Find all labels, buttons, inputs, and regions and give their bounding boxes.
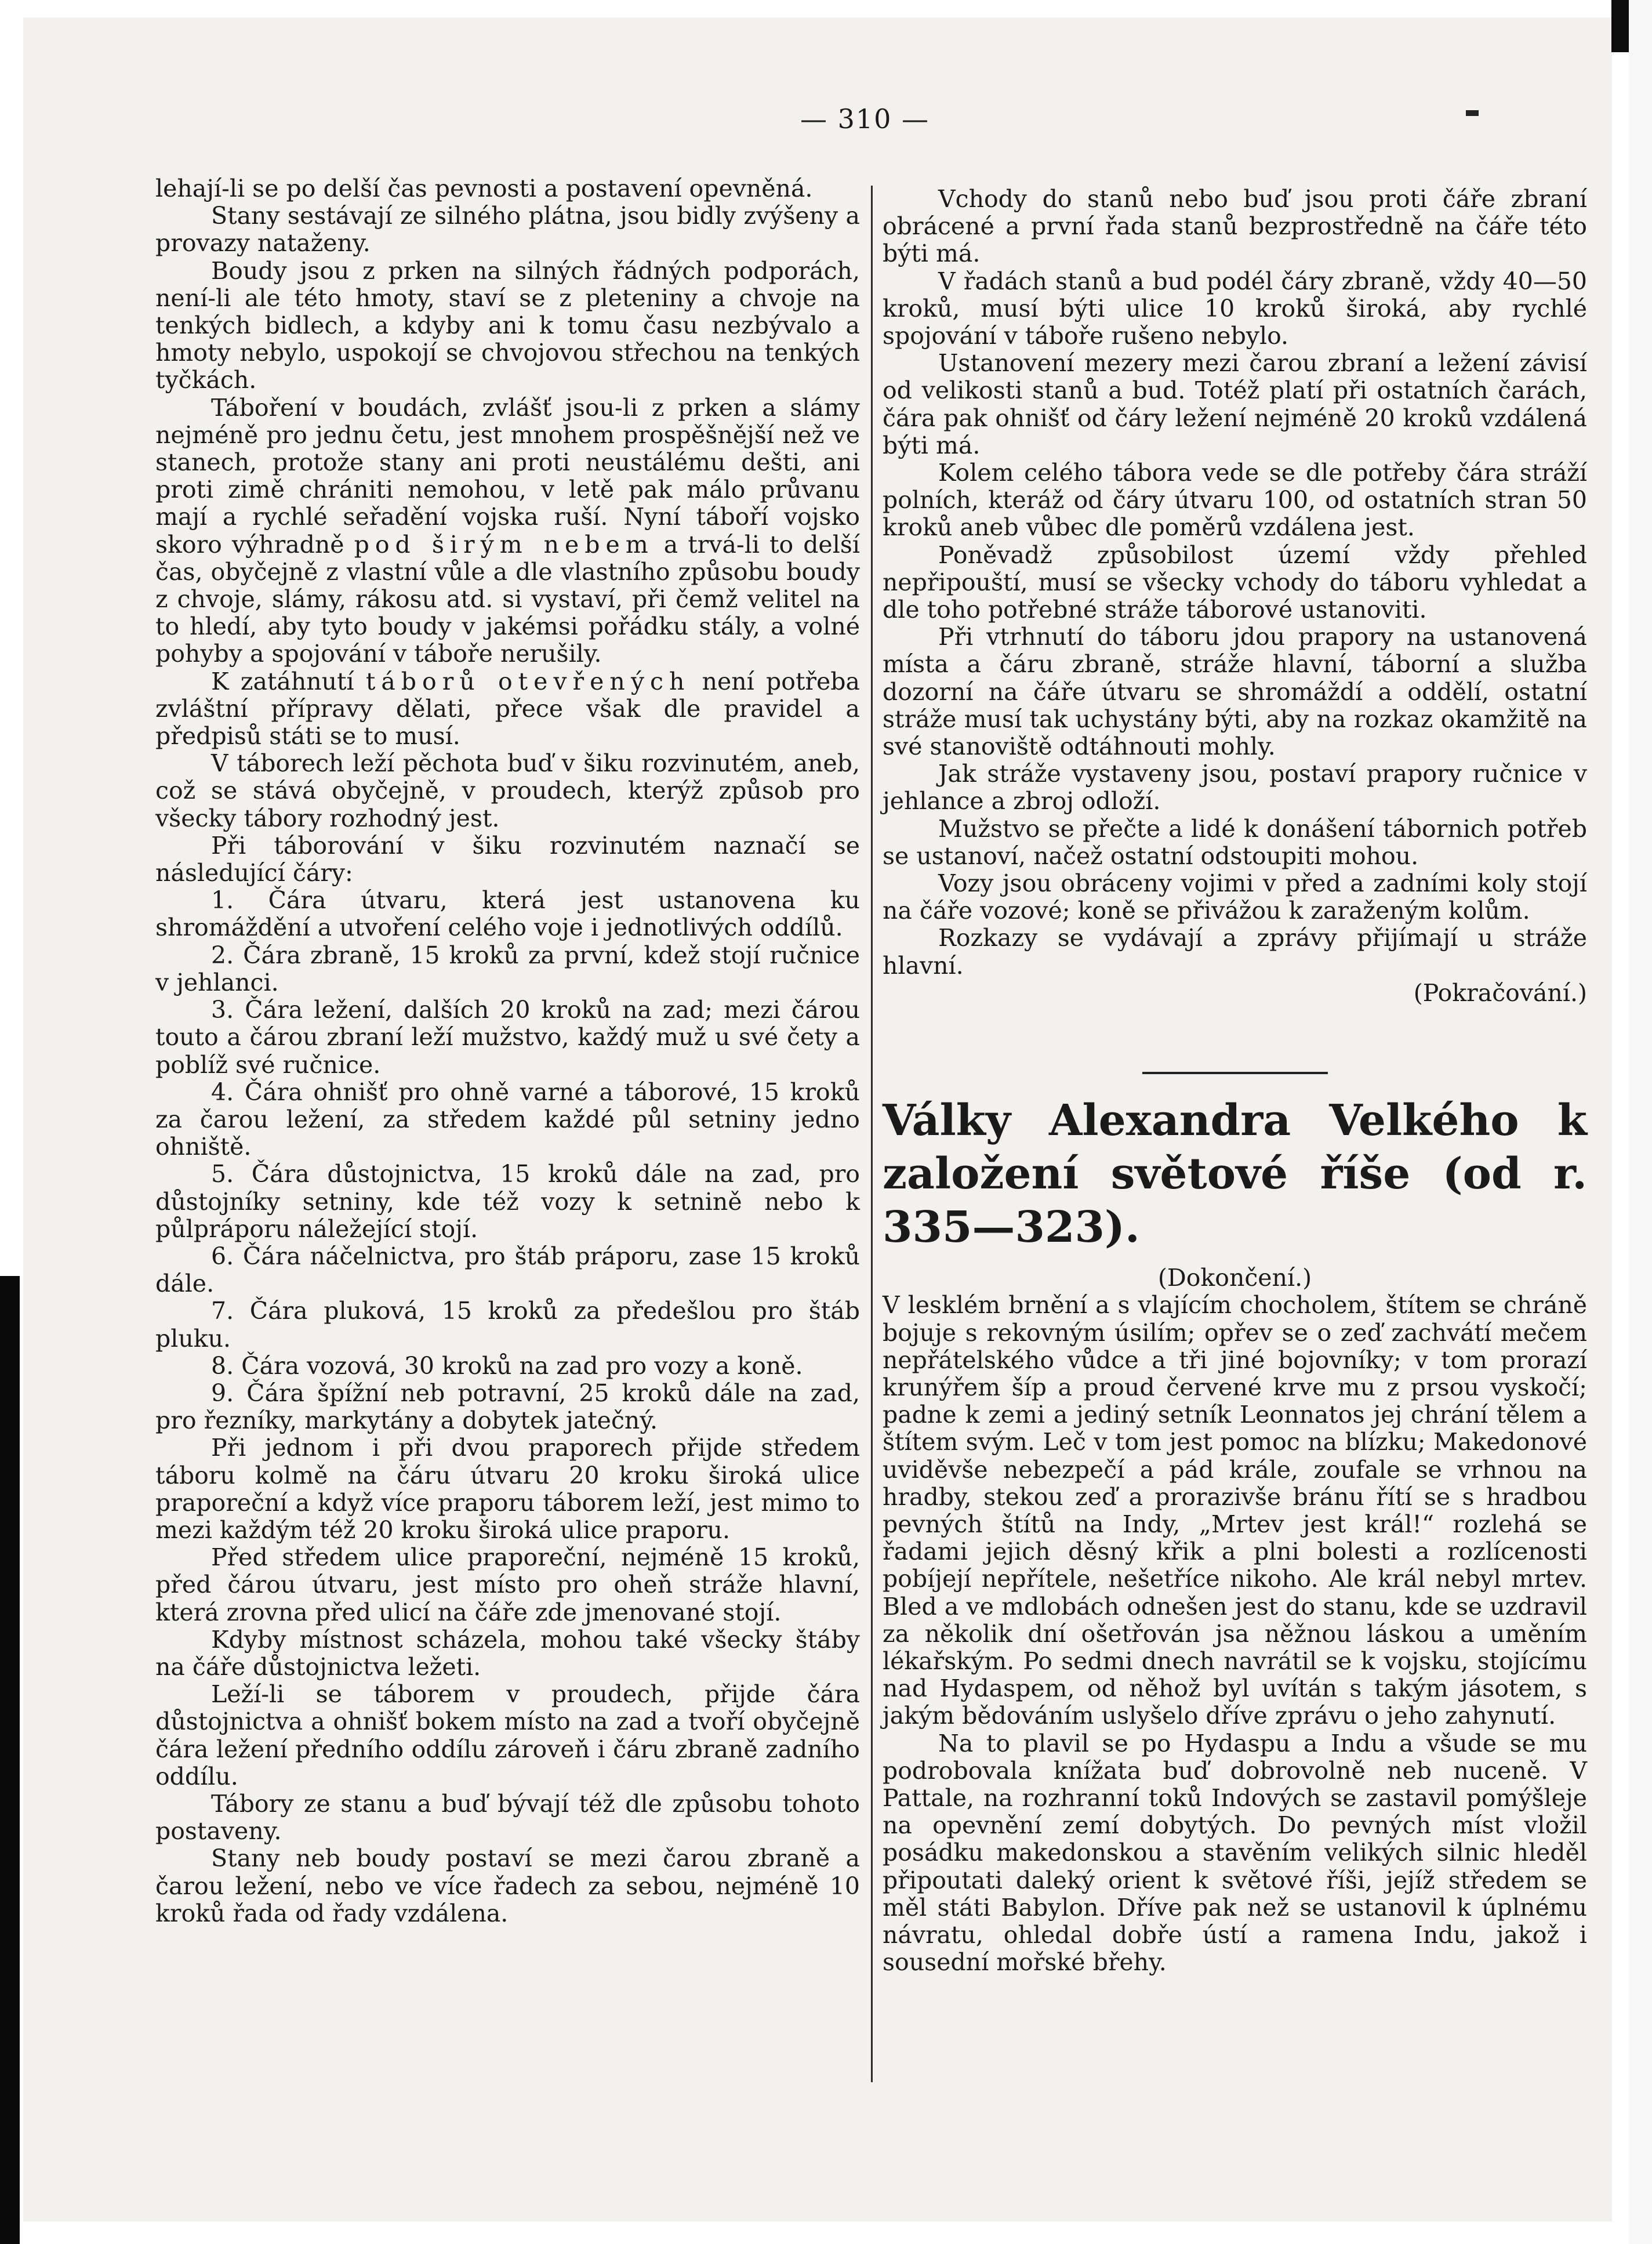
article-subtitle: (Dokončení.) [1157,1264,1312,1292]
paragraph: Při jednom i při dvou praporech přijde středem táboru kolmě na čáru útvaru 20 kroku široká ulice praporeční a když více praporu táborem leží, jest mimo to mezi každým též 20 kroku široká ulice praporu. [155,1434,860,1544]
paragraph: V řadách stanů a bud podél čáry zbraně, vždy 40—50 kroků, musí býti ulice 10 kroků široká, aby rychlé spojování v táboře rušeno nebylo. [883,267,1587,350]
paragraph: Vchody do stanů nebo buď jsou proti čáře zbraní obrácené a první řada stanů bezprostředně na čáře této býti má. [883,185,1587,268]
line-list [155,887,860,1434]
scan-edge-right [1629,0,1652,2244]
list-item: 4. Čára ohnišť pro ohně varné a táborové, 15 kroků za čarou ležení, za středem každé půl setniny jedno ohniště. [155,1078,860,1161]
page-number: — 310 — [800,103,930,135]
paragraph: Stany neb boudy postaví se mezi čarou zbraně a čarou ležení, nebo ve více řadech za sebou, nejméně 10 kroků řada od řady vzdálena. [155,1844,860,1927]
paragraph: Stany sestávají ze silného plátna, jsou bidly zvýšeny a provazy nataženy. [155,202,860,258]
paragraph: Vozy jsou obráceny vojimi v před a zadními koly stojí na čáře vozové; koně se přivážou k zaraženým kolům. [883,869,1587,925]
paragraph: Mužstvo se přečte a lidé k donášení tábornich potřeb se ustanoví, načež ostatní odstoupiti mohou. [883,814,1587,870]
paragraph-text: není potřeba zvláštní přípravy dělati, přece však dle pravidel a předpisů státi se to musí. [155,667,860,751]
paragraph [155,668,860,751]
paragraph: Na to plavil se po Hydaspu a Indu a všude se mu podrobovala knížata buď dobrovolně neb nuceně. V Pattale, na rozhranní toků Indových se zastavil pomýšleje na opevnění zemí dobytých. Do pevných míst vložil posádku makedonskou a stavěním velikých silnic hleděl připoutati daleký orient k světové říši, jejíž středem se měl státi Babylon. Dříve pak než se ustanovil k úplnému návratu, ohledal dobře ústí a ramena Indu, jakož i sousední mořské břehy. [883,1729,1587,1977]
paragraph [155,394,860,668]
list-item: 9. Čára špížní neb potravní, 25 kroků dále na zad, pro řezníky, markytány a dobytek jatečný. [155,1379,860,1435]
emphasis-text: táborů otevřených [365,667,691,695]
paragraph: V lesklém brnění a s vlajícím chocholem, štítem se chráně bojuje s rekovným úsilím; opřev se o zeď zachvátí mečem nepřátelského vůdce a tři jiné bojovníky; v tom prorazí krunýřem šíp a proud červené krve mu z prsou vyskočí; padne k zemi a jediný setník Leonnatos jej chrání tělem a štítem svým. Leč v tom jest pomoc na blízku; Makedonové uviděvše nebezpečí a pád krále, zoufale se vrhnou na hradby, stekou zeď a prorazivše bránu řítí se s hradbou pevných štítů na Indy, „Mrtev jest král!“ rozlehá se řadami jejich děsný křik a plni bolesti a rozlícenosti pobíjejí nepřítele, nešetříce nikoho. Ale král nebyl mrtev. Bled a ve mdlobách odnešen jest do stanu, kde se uzdravil za několik dní ošetřován jsa něžnou láskou a uměním lékařským. Po sedmi dnech navrátil se k vojsku, stojícímu nad Hydaspem, od něhož byl uvítán s takým jásotem, s jakým bědováním uslyšelo dříve zprávu o jeho zahynutí. [883,1291,1587,1730]
emphasis-text: pod širým nebem [354,530,654,559]
paragraph: V táborech leží pěchota buď v šiku rozvinutém, aneb, což se stává obyčejně, v proudech, kterýž způsob pro všecky tábory rozhodný jest. [155,749,860,832]
left-column [155,175,860,1927]
continuation-note: (Pokračování.) [1413,978,1587,1007]
list-item: 3. Čára ležení, dalších 20 kroků na zad; mezi čárou touto a čárou zbraní leží mužstvo, každý muž u své čety a poblíž své ručnice. [155,996,860,1079]
article-title: Války Alexandra Velkého k založení světové říše (od r. 335—323). [883,1096,1587,1253]
list-item: 7. Čára pluková, 15 kroků za předešlou pro štáb pluku. [155,1297,860,1353]
paragraph: Ustanovení mezery mezi čarou zbraní a ležení závisí od velikosti stanů a bud. Totéž platí při ostatních čarách, čára pak ohnišť od čáry ležení nejméně 20 kroků vzdálená býti má. [883,349,1587,459]
paragraph: Při vtrhnutí do táboru jdou prapory na ustanovená místa a čáru zbraně, stráže hlavní, táborní a služba dozorní na čáře útvaru se shromáždí a oddělí, ostatní stráže musí tak uchystány býti, aby na rozkaz okamžitě na své stanoviště odtáhnouti mohly. [883,623,1587,761]
list-item: 1. Čára útvaru, která jest ustanovena ku shromáždění a utvoření celého voje i jednotlivých oddílů. [155,886,860,942]
paragraph-text: a trvá-li to delší čas, obyčejně z vlastní vůle a dle vlastního způsobu boudy z chvoje, slámy, rákosu atd. si vystaví, při čemž velitel na to hledí, aby tyto boudy v jakémsi pořádku stály, a volné pohyby a spojování v táboře nerušily. [155,530,860,668]
paragraph: Jak stráže vystaveny jsou, postaví prapory ručnice v jehlance a zbroj odloží. [883,760,1587,815]
column-divider [871,186,873,2082]
paragraph: Poněvadž způsobilost území vždy přehled nepřipouští, musí se všecky vchody do táboru vyhledat a dle toho potřebné stráže táborové ustanoviti. [883,541,1587,624]
paragraph: Před středem ulice praporeční, nejméně 15 kroků, před čárou útvaru, jest místo pro oheň stráže hlavní, která zrovna před ulicí na čáře zde jmenované stojí. [155,1543,860,1626]
section-separator [1142,1072,1328,1074]
paragraph: Tábory ze stanu a buď bývají též dle způsobu tohoto postaveny. [155,1789,860,1846]
paragraph: Leží-li se táborem v proudech, přijde čára důstojnictva a ohnišť bokem místo na zad a tvoří obyčejně čára ležení předního oddílu zároveň i čáru zbraně zadního oddílu. [155,1680,860,1790]
paragraph: lehají-li se po delší čas pevnosti a postavení opevněná. [155,175,813,202]
right-column [883,186,1587,1976]
paragraph: Boudy jsou z prken na silných řádných podporách, není-li ale této hmoty, staví se z pleteniny a chvoje na tenkých bidlech, a kdyby ani k tomu času nezbývalo a hmoty nebylo, uspokojí se chvojovou střechou na tenkých tyčkách. [155,256,860,394]
paragraph: Rozkazy se vydávají a zprávy přijímají u stráže hlavní. [883,924,1587,980]
paragraph-text: Táboření v boudách, zvlášť jsou-li z prken a slámy nejméně pro jednu četu, jest mnohem prospěšnější než ve stanech, protože stany ani proti neustálému dešti, ani proti zimě chrániti nemohou, v letě pak málo průvanu mají a rychlé seřadění vojska ruší. Nyní táboří vojsko skoro výhradně [155,393,860,559]
scan-edge-left [0,1276,20,2244]
list-item: 5. Čára důstojnictva, 15 kroků dále na zad, pro důstojníky setniny, kde též vozy k setnině nebo k půlpráporu náležející stojí. [155,1160,860,1243]
printer-mark [1466,110,1479,116]
list-item: 2. Čára zbraně, 15 kroků za první, kdež stojí ručnice v jehlanci. [155,941,860,996]
scan-corner-mark [1611,0,1629,52]
scanned-page [23,17,1612,2221]
list-item: 8. Čára vozová, 30 kroků na zad pro vozy a koně. [211,1351,803,1380]
list-item: 6. Čára náčelnictva, pro štáb práporu, zase 15 kroků dále. [155,1242,860,1298]
paragraph: Při táborování v šiku rozvinutém naznačí se následující čáry: [155,831,860,887]
paragraph: Kolem celého tábora vede se dle potřeby čára stráží polních, kteráž od čáry útvaru 100, od ostatních stran 50 kroků aneb vůbec dle poměrů vzdálena jest. [883,459,1587,542]
paragraph-text: K zatáhnutí [211,667,354,695]
paragraph: Kdyby místnost scházela, mohou také všecky štáby na čáře důstojnictva ležeti. [155,1625,860,1681]
